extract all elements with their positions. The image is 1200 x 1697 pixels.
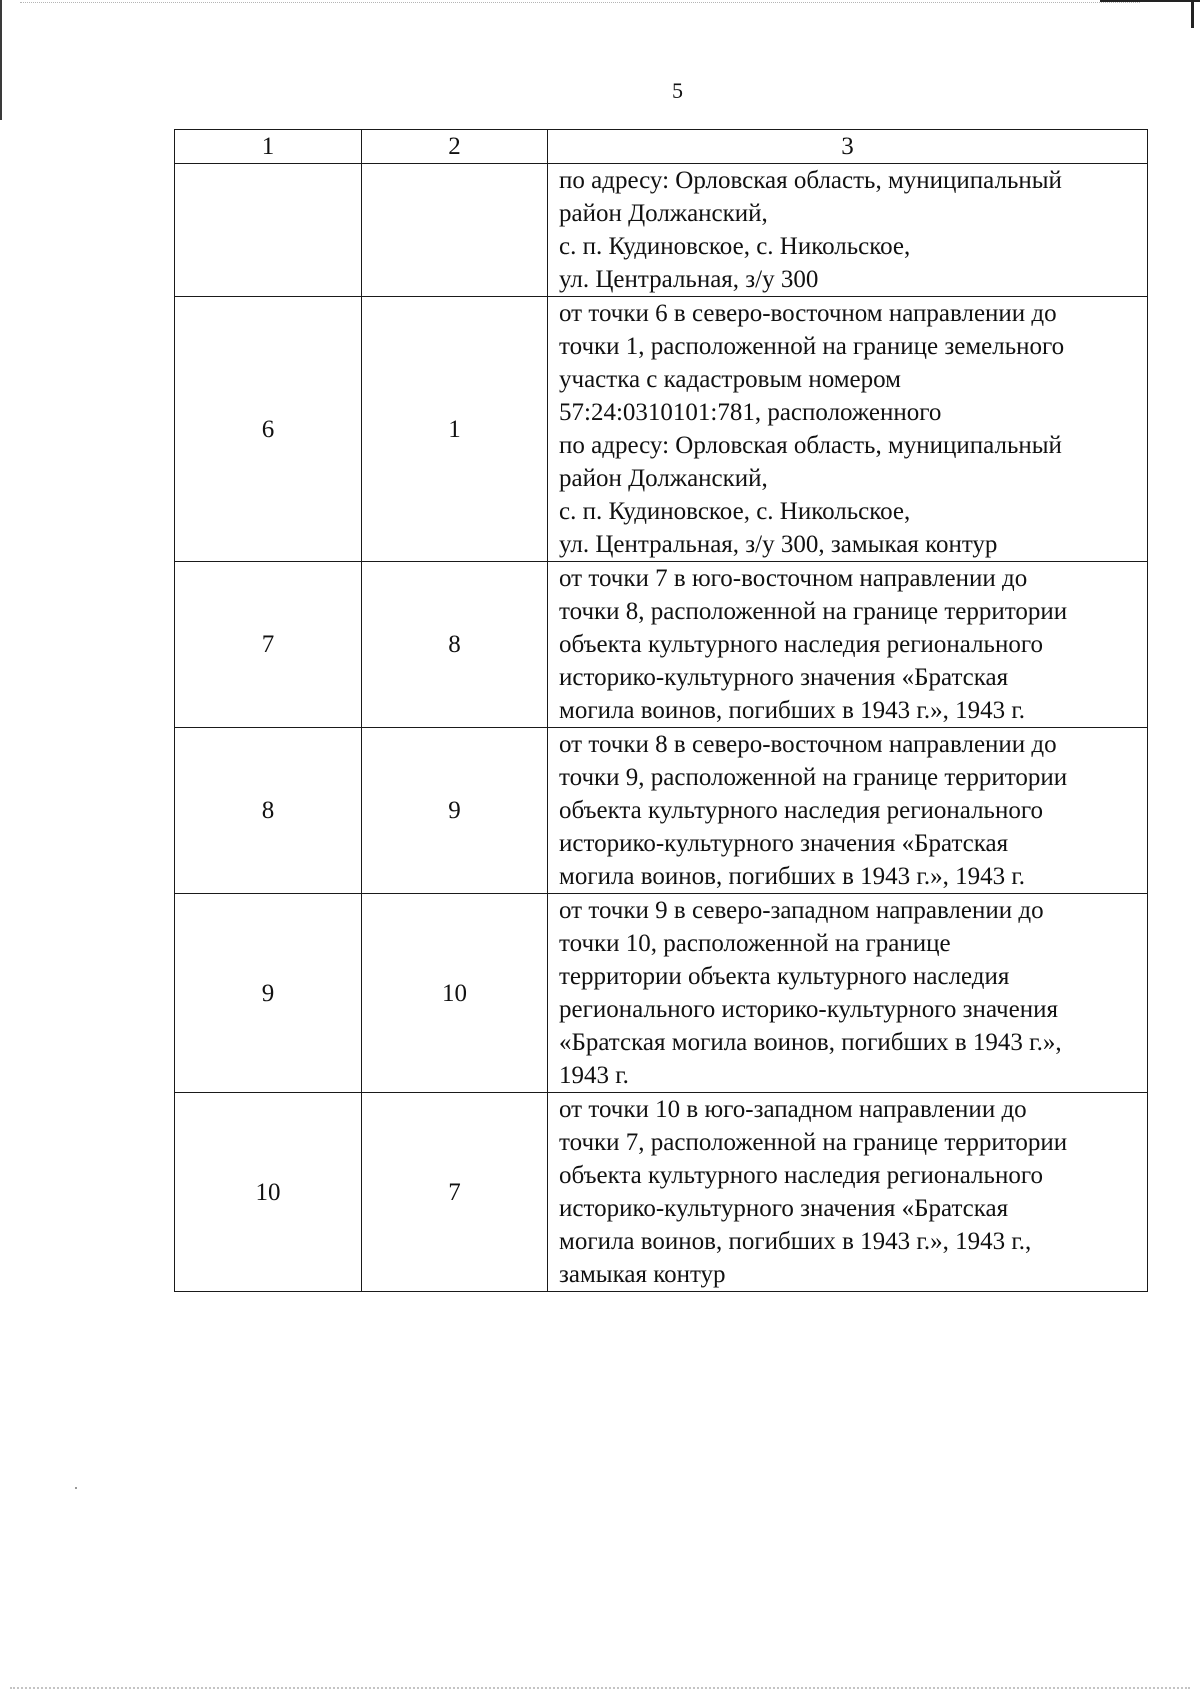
- to-point-cell: 9: [362, 728, 548, 894]
- from-point-cell: 10: [175, 1093, 362, 1292]
- description-line: точки 1, расположенной на границе земельного: [559, 333, 1065, 360]
- column-header-2: 2: [362, 130, 548, 164]
- description-line: от точки 8 в северо-восточном направлении до: [559, 731, 1057, 758]
- page-number: 5: [672, 78, 683, 103]
- description-line: по адресу: Орловская область, муниципальный: [559, 432, 1062, 459]
- description-line: точки 9, расположенной на границе территории: [559, 764, 1068, 791]
- from-point-cell: 9: [175, 894, 362, 1093]
- scan-edge-left: [0, 0, 2, 120]
- table-row: [175, 1093, 1148, 1292]
- description-line: историко-культурного значения «Братская: [559, 1195, 1009, 1222]
- description-line: по адресу: Орловская область, муниципальный: [559, 167, 1062, 194]
- table-row: [175, 164, 1148, 297]
- description-line: историко-культурного значения «Братская: [559, 664, 1009, 691]
- boundary-description-cell: [548, 894, 1148, 1093]
- to-point-cell: 1: [362, 297, 548, 562]
- boundary-description-cell: [548, 562, 1148, 728]
- description-line: от точки 7 в юго-восточном направлении до: [559, 565, 1028, 592]
- from-point-cell: 6: [175, 297, 362, 562]
- from-point-cell: 7: [175, 562, 362, 728]
- description-line: точки 7, расположенной на границе территории: [559, 1129, 1068, 1156]
- description-line: могила воинов, погибших в 1943 г.», 1943 г.: [559, 697, 1026, 724]
- table-row: [175, 297, 1148, 562]
- description-line: от точки 6 в северо-восточном направлении до: [559, 300, 1057, 327]
- table-row: [175, 562, 1148, 728]
- description-line: район Должанский,: [559, 465, 768, 492]
- scan-corner-mark-vertical: [1191, 0, 1194, 28]
- column-header-1: 1: [175, 130, 362, 164]
- description-line: могила воинов, погибших в 1943 г.», 1943 г.,: [559, 1228, 1032, 1255]
- description-line: территории объекта культурного наследия: [559, 963, 1010, 990]
- table-header-row: [175, 130, 1148, 164]
- description-line: регионального историко-культурного значения: [559, 996, 1058, 1023]
- description-line: «Братская могила воинов, погибших в 1943 г.»,: [559, 1029, 1062, 1056]
- description-line: 1943 г.: [559, 1062, 629, 1089]
- description-line: ул. Центральная, з/у 300, замыкая контур: [559, 531, 998, 558]
- boundary-description-cell: [548, 1093, 1148, 1292]
- scan-edge-bottom: [10, 1687, 1190, 1689]
- table-row: [175, 894, 1148, 1093]
- table-row: [175, 728, 1148, 894]
- boundary-description-cell: [548, 164, 1148, 297]
- description-line: от точки 9 в северо-западном направлении до: [559, 897, 1044, 924]
- to-point-cell: [362, 164, 548, 297]
- description-line: могила воинов, погибших в 1943 г.», 1943 г.: [559, 863, 1026, 890]
- description-line: историко-культурного значения «Братская: [559, 830, 1009, 857]
- to-point-cell: 7: [362, 1093, 548, 1292]
- description-line: от точки 10 в юго-западном направлении до: [559, 1096, 1027, 1123]
- description-line: ул. Центральная, з/у 300: [559, 266, 819, 293]
- description-line: с. п. Кудиновское, с. Никольское,: [559, 233, 911, 260]
- from-point-cell: 8: [175, 728, 362, 894]
- boundary-description-cell: [548, 297, 1148, 562]
- description-line: участка с кадастровым номером: [559, 366, 901, 393]
- description-line: точки 8, расположенной на границе территории: [559, 598, 1068, 625]
- scan-speck: [75, 1487, 77, 1489]
- scan-edge-top: [20, 2, 1140, 3]
- description-line: объекта культурного наследия регионального: [559, 797, 1043, 824]
- to-point-cell: 8: [362, 562, 548, 728]
- description-line: с. п. Кудиновское, с. Никольское,: [559, 498, 911, 525]
- column-header-3: 3: [548, 130, 1148, 164]
- from-point-cell: [175, 164, 362, 297]
- boundary-description-cell: [548, 728, 1148, 894]
- scan-corner-mark: [1100, 0, 1200, 2]
- description-line: точки 10, расположенной на границе: [559, 930, 951, 957]
- description-line: 57:24:0310101:781, расположенного: [559, 399, 942, 426]
- description-line: район Должанский,: [559, 200, 768, 227]
- to-point-cell: 10: [362, 894, 548, 1093]
- description-line: объекта культурного наследия регионального: [559, 631, 1043, 658]
- boundary-description-table: [174, 129, 1148, 1292]
- description-line: замыкая контур: [559, 1261, 726, 1288]
- description-line: объекта культурного наследия регионального: [559, 1162, 1043, 1189]
